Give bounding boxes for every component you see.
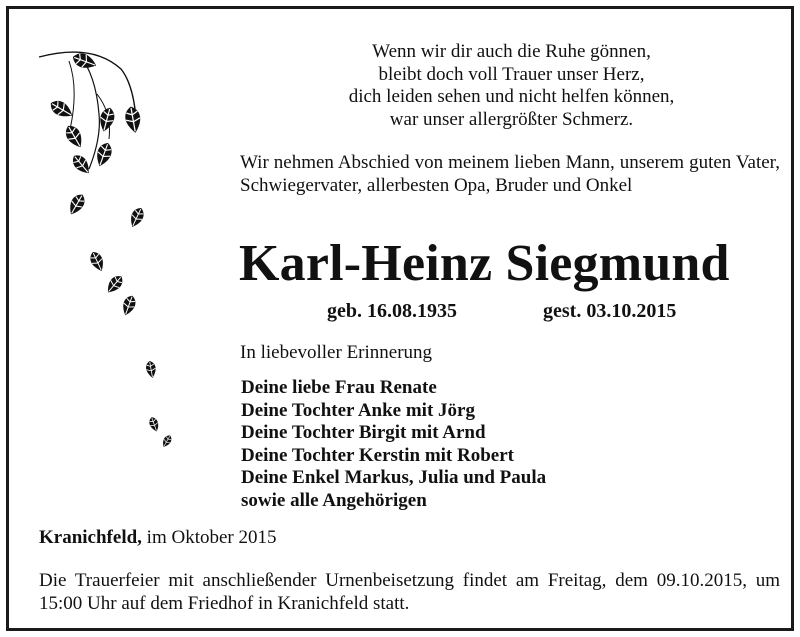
birth-date: geb. 16.08.1935 [327, 300, 457, 322]
funeral-notice: Die Trauerfeier mit anschließender Urnenbeisetzung findet am Freitag, dem 09.10.2015, um 15:00 Uhr auf dem Friedhof in Kranichfeld statt. [39, 570, 780, 614]
month-year: im Oktober 2015 [141, 527, 277, 548]
town-name: Kranichfeld, [39, 527, 142, 548]
poem-line: dich leiden sehen und nicht helfen können, [348, 86, 675, 107]
mourner-line: Deine Tochter Birgit mit Arnd [241, 422, 486, 443]
farewell-text: Wir nehmen Abschied von meinem lieben Mann, unserem guten Vater, Schwiegervater, allerbesten Opa, Bruder und Onkel [240, 152, 780, 196]
death-date: gest. 03.10.2015 [543, 300, 677, 322]
mourner-line: Deine Tochter Kerstin mit Robert [241, 444, 514, 466]
poem-line: war unser allergrößter Schmerz. [389, 108, 634, 130]
obituary-card [6, 6, 794, 631]
deceased-name: Karl-Heinz Siegmund [239, 235, 730, 292]
poem-line: bleibt doch voll Trauer unser Herz, [378, 63, 645, 85]
memory-line: In liebevoller Erinnerung [240, 342, 433, 363]
mourners-list [241, 377, 546, 512]
mourner-line: Deine Enkel Markus, Julia und Paula [241, 467, 547, 488]
mourner-line: Deine liebe Frau Renate [241, 377, 437, 398]
mourner-line: sowie alle Angehörigen [241, 489, 427, 511]
place-date-line [39, 527, 277, 549]
mourner-line: Deine Tochter Anke mit Jörg [241, 399, 475, 421]
birch-leaves-icon [29, 39, 189, 469]
poem [239, 41, 784, 131]
poem-line: Wenn wir dir auch die Ruhe gönnen, [372, 41, 651, 62]
